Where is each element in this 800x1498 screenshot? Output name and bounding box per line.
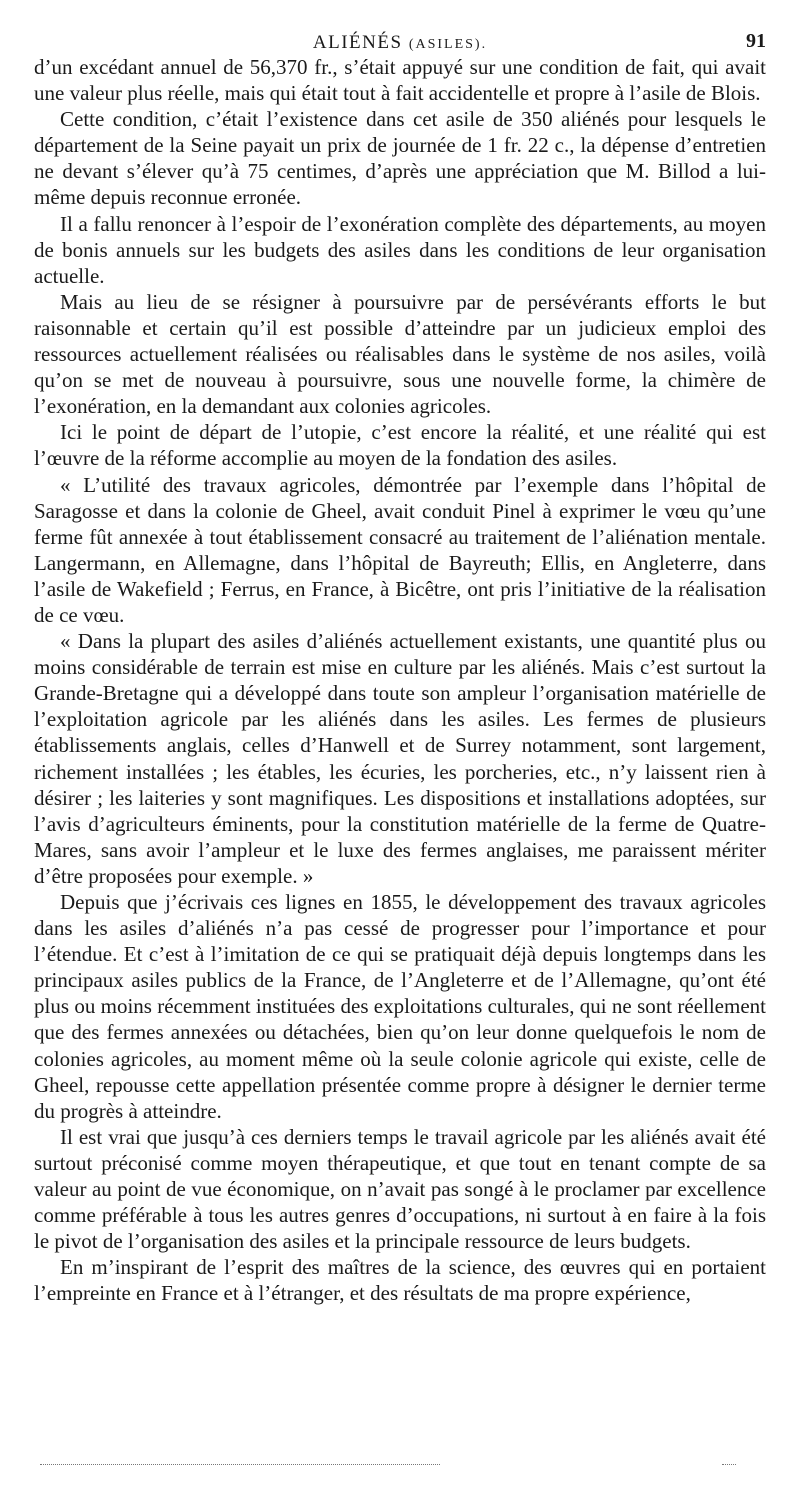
quoted-paragraph: « Dans la plupart des asiles d’aliénés actuellement existants, une quantité plus ou moins considérable de terrain est mise en culture par les aliénés. Mais c’est surtout la Grande-Bretagne qui a développé dans toute son ampleur l’organisation matérielle de l’exploitation agricole par les aliénés dans les asiles. Les fermes de plusieurs établissements anglais, celles d’Hanwell et de Surrey notamment, sont largement, richement installées ; les étables, les écuries, les porcheries, etc., n’y laissent rien à désirer ; les laiteries y sont magnifiques. Les dispositions et installations adoptées, sur l’avis d’agriculteurs éminents, pour la constitution matérielle de la ferme de Quatre-Mares, sans avoir l’ampleur et le luxe des fermes anglaises, me paraissent mériter d’être proposées pour exemple. » bbox=[34, 629, 766, 888]
quoted-paragraph: « L’utilité des travaux agricoles, démontrée par l’exemple dans l’hôpital de Saragosse et dans la colonie de Gheel, avait conduit Pinel à exprimer le vœu qu’une ferme fût annexée à tout établissement consacré au traitement de l’aliénation mentale. Langermann, en Allemagne, dans l’hôpital de Bayreuth; Ellis, en Angleterre, dans l’asile de Wakefield ; Ferrus, en France, à Bicêtre, ont pris l’initiative de la réalisation de ce vœu. bbox=[34, 472, 766, 627]
running-header bbox=[34, 18, 766, 54]
paragraph: Cette condition, c’était l’existence dans cet asile de 350 aliénés pour lesquels le département de la Seine payait un prix de journée de 1 fr. 22 c., la dépense d’entretien ne devant s’élever qu’à 75 centimes, d’après une appréciation que M. Billod a lui-même depuis reconnue erronée. bbox=[34, 107, 766, 210]
paragraph: Mais au lieu de se résigner à poursuivre par de persévérants efforts le but raisonnable et certain qu’il est possible d’atteindre par un judicieux emploi des ressources actuellement réalisées ou réalisables dans le système de nos asiles, voilà qu’on se met de nouveau à poursuivre, sous une nouvelle forme, la chimère de l’exonération, en la demandant aux colonies agricoles. bbox=[34, 289, 766, 419]
paragraph: Depuis que j’écrivais ces lignes en 1855, le développement des travaux agricoles dans les asiles d’aliénés n’a pas cessé de progresser pour l’importance et pour l’étendue. Et c’est à l’imitation de ce qui se pratiquait déjà depuis longtemps dans les principaux asiles publics de la France, de l’Angleterre et de l’Allemagne, qu’ont été plus ou moins récemment instituées des exploitations culturales, qui ne sont réellement que des fermes annexées ou détachées, bien qu’on leur donne quelquefois le nom de colonies agricoles, au moment même où la seule colonie agricole qui existe, celle de Gheel, repousse cette appellation présentée comme propre à désigner le dernier terme du progrès à atteindre. bbox=[34, 890, 766, 1123]
footer-dotted-rule bbox=[40, 1464, 440, 1465]
document-page bbox=[34, 18, 766, 1307]
footer-dotted-mark bbox=[722, 1464, 736, 1465]
paragraph: Il a fallu renoncer à l’espoir de l’exonération complète des départements, au moyen de bonis annuels sur les budgets des asiles dans les conditions de leur organisation actuelle. bbox=[34, 211, 766, 288]
header-title: ALIÉNÉS bbox=[312, 32, 403, 53]
paragraph: En m’inspirant de l’esprit des maîtres de la science, des œuvres qui en portaient l’empreinte en France et à l’étranger, et des résultats de ma propre expérience, bbox=[34, 1255, 766, 1306]
header-subtitle: (ASILES). bbox=[408, 37, 488, 52]
paragraph: Il est vrai que jusqu’à ces derniers temps le travail agricole par les aliénés avait été surtout préconisé comme moyen thérapeutique, et que tout en tenant compte de sa valeur au point de vue économique, on n’avait pas songé à le proclamer par excellence comme préférable à tous les autres genres d’occupations, ni surtout à en faire à la fois le pivot de l’organisation des asiles et la principale ressource de leurs budgets. bbox=[34, 1124, 766, 1254]
paragraph: d’un excédant annuel de 56,370 fr., s’était appuyé sur une condition de fait, qui avait une valeur plus réelle, mais qui était tout à fait accidentelle et propre à l’asile de Blois. bbox=[34, 55, 766, 106]
paragraph: Ici le point de départ de l’utopie, c’est encore la réalité, et une réalité qui est l’œuvre de la réforme accomplie au moyen de la fondation des asiles. bbox=[34, 420, 766, 471]
page-number: 91 bbox=[746, 30, 766, 52]
running-title bbox=[34, 32, 766, 54]
body-text bbox=[34, 54, 766, 1307]
